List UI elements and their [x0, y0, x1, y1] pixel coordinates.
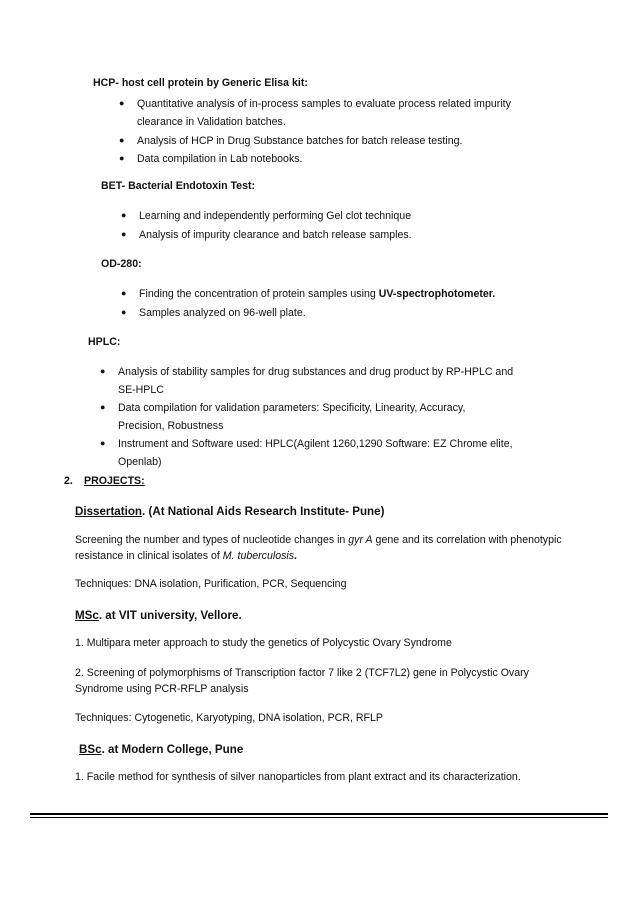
dissertation-title: Dissertation. (At National Aids Research Institute- Pune) — [75, 505, 385, 518]
hplc-item: ● Instrument and Software used: HPLC(Agilent 1260,1290 Software: EZ Chrome elite, — [100, 438, 513, 450]
msc-techniques: Techniques: Cytogenetic, Karyotyping, DNA isolation, PCR, RFLP — [75, 712, 383, 724]
projects-number: 2. — [64, 475, 73, 487]
projects-heading: PROJECTS: — [84, 475, 145, 487]
dissertation-description: Screening the number and types of nucleotide changes in gyr A gene and its correlation with phenotypic resistance in clinical isolates of M. tuberculosis. — [75, 534, 562, 562]
od-heading: OD-280: — [101, 258, 142, 270]
hcp-heading: HCP- host cell protein by Generic Elisa kit: — [93, 77, 308, 89]
hcp-item: ● Quantitative analysis of in-process samples to evaluate process related impurity — [119, 98, 511, 110]
od-item: ● Finding the concentration of protein samples using UV-spectrophotometer. — [121, 288, 496, 300]
footer-divider — [30, 813, 608, 815]
bullet-icon: ● — [121, 307, 127, 317]
bullet-icon: ● — [121, 288, 127, 298]
dissertation-techniques: Techniques: DNA isolation, Purification, PCR, Sequencing — [75, 578, 347, 590]
bet-item: ● Learning and independently performing Gel clot technique — [121, 210, 412, 222]
hplc-item: ● Analysis of stability samples for drug substances and drug product by RP-HPLC and — [100, 366, 514, 378]
hplc-item-continuation: SE-HPLC — [118, 384, 164, 396]
bullet-icon: ● — [100, 438, 106, 448]
bullet-icon: ● — [100, 402, 106, 412]
bullet-icon: ● — [121, 210, 127, 220]
bullet-icon: ● — [100, 366, 106, 376]
bsc-item: 1. Facile method for synthesis of silver nanoparticles from plant extract and its characterization. — [75, 771, 521, 783]
bet-heading: BET- Bacterial Endotoxin Test: — [101, 180, 256, 192]
hcp-item: ● Data compilation in Lab notebooks. — [119, 153, 303, 165]
bullet-icon: ● — [119, 153, 125, 163]
msc-item: 1. Multipara meter approach to study the genetics of Polycystic Ovary Syndrome — [75, 637, 452, 649]
hplc-item: ● Data compilation for validation parameters: Specificity, Linearity, Accuracy, — [100, 402, 466, 414]
hplc-item-continuation: Openlab) — [118, 456, 162, 468]
od-item: ● Samples analyzed on 96-well plate. — [121, 307, 306, 319]
hplc-heading: HPLC: — [88, 336, 121, 348]
hcp-item: ● Analysis of HCP in Drug Substance batches for batch release testing. — [119, 135, 463, 147]
msc-title: MSc. at VIT university, Vellore. — [75, 609, 242, 622]
bet-item: ● Analysis of impurity clearance and batch release samples. — [121, 229, 412, 241]
bullet-icon: ● — [119, 98, 125, 108]
bullet-icon: ● — [121, 229, 127, 239]
hcp-item-continuation: clearance in Validation batches. — [137, 116, 286, 128]
hplc-item-continuation: Precision, Robustness — [118, 420, 224, 432]
bullet-icon: ● — [119, 135, 125, 145]
footer-divider — [30, 817, 608, 818]
bsc-title: BSc. at Modern College, Pune — [79, 743, 244, 756]
msc-item: 2. Screening of polymorphisms of Transcription factor 7 like 2 (TCF7L2) gene in Polycystic Ovary Syndrome using PCR-RFLP analysis — [75, 667, 529, 695]
